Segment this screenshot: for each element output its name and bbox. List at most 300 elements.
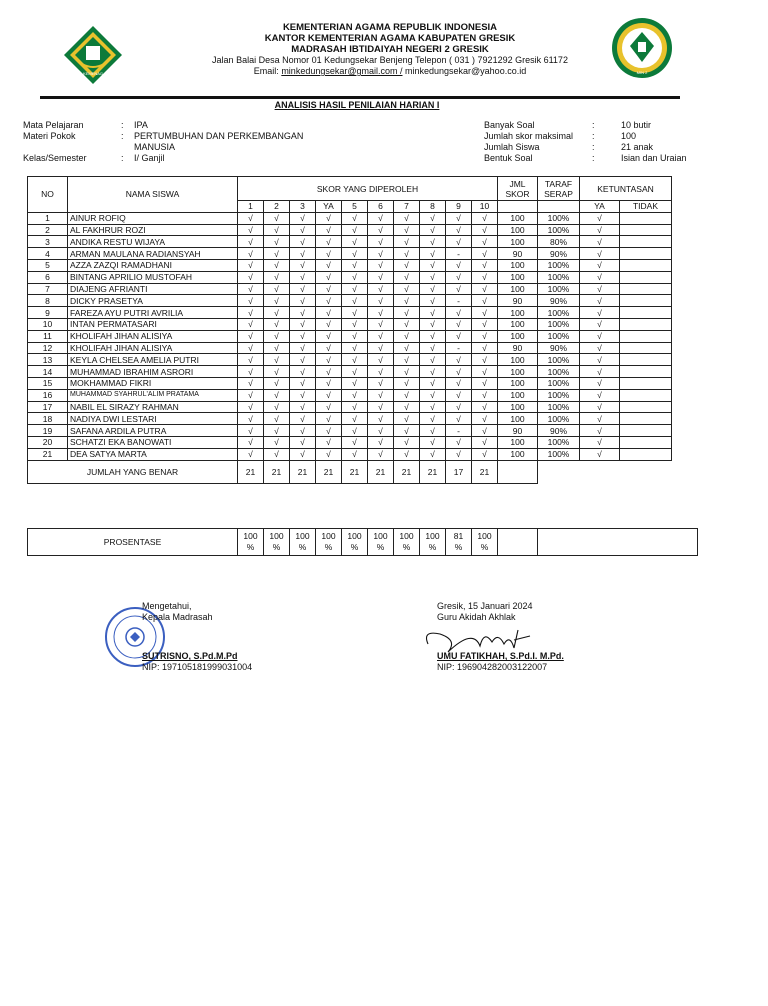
cell-taraf-serap: 100% (538, 283, 580, 295)
cell-score-q7: √ (394, 413, 420, 425)
cell-score-q5: √ (342, 307, 368, 319)
cell-score-q1: √ (238, 425, 264, 437)
cell-score-q1: √ (238, 212, 264, 224)
total-tail-blank (538, 460, 672, 483)
cell-student-name: DEA SATYA MARTA (68, 448, 238, 460)
cell-student-name: DICKY PRASETYA (68, 295, 238, 307)
cell-score-q5: √ (342, 354, 368, 366)
cell-score-q3: √ (290, 236, 316, 248)
cell-score-q1: √ (238, 448, 264, 460)
prosentase-q5: 100 % (342, 529, 368, 556)
table-row (28, 401, 672, 413)
meta-right-row (484, 120, 687, 131)
header-ketuntasan: KETUNTASAN (580, 177, 672, 201)
cell-tuntas-ya: √ (580, 283, 620, 295)
cell-tuntas-ya: √ (580, 259, 620, 271)
cell-student-name: ANDIKA RESTU WIJAYA (68, 236, 238, 248)
cell-student-name: KHOLIFAH JIHAN ALISIYA (68, 330, 238, 342)
header-q9: 9 (446, 201, 472, 213)
letterhead-divider (40, 96, 680, 99)
cell-score-q10: √ (472, 259, 498, 271)
cell-score-q5: √ (342, 295, 368, 307)
table-row (28, 224, 672, 236)
cell-student-name: DIAJENG AFRIANTI (68, 283, 238, 295)
cell-score-q3: √ (290, 224, 316, 236)
cell-no: 6 (28, 271, 68, 283)
meta-right-colon: : (592, 120, 595, 130)
cell-score-q2: √ (264, 354, 290, 366)
cell-tuntas-ya: √ (580, 271, 620, 283)
total-q8: 21 (420, 460, 446, 483)
cell-score-q1: √ (238, 295, 264, 307)
cell-tuntas-tidak (620, 212, 672, 224)
meta-right-label: Bentuk Soal (484, 153, 533, 163)
cell-score-q6: √ (368, 259, 394, 271)
cell-score-q7: √ (394, 259, 420, 271)
cell-score-q10: √ (472, 425, 498, 437)
cell-score-q6: √ (368, 425, 394, 437)
cell-taraf-serap: 90% (538, 295, 580, 307)
cell-score-q8: √ (420, 330, 446, 342)
cell-student-name: KHOLIFAH JIHAN ALISIYA (68, 342, 238, 354)
cell-score-q6: √ (368, 271, 394, 283)
cell-score-q6: √ (368, 389, 394, 401)
cell-no: 18 (28, 413, 68, 425)
cell-taraf-serap: 100% (538, 259, 580, 271)
header-taraf-blank (538, 201, 580, 213)
cell-no: 10 (28, 318, 68, 330)
cell-score-q7: √ (394, 401, 420, 413)
total-q2: 21 (264, 460, 290, 483)
ministry-name: KEMENTERIAN AGAMA REPUBLIK INDONESIA (282, 22, 498, 33)
total-q7: 21 (394, 460, 420, 483)
cell-tuntas-ya: √ (580, 425, 620, 437)
cell-taraf-serap: 100% (538, 366, 580, 378)
cell-score-q10: √ (472, 318, 498, 330)
table-row (28, 425, 672, 437)
cell-score-q10: √ (472, 389, 498, 401)
email-link-gmail[interactable]: minkedungsekar@gmail.com / (281, 66, 403, 76)
cell-score-q4: √ (316, 377, 342, 389)
cell-score-q7: √ (394, 425, 420, 437)
cell-jml-skor: 100 (498, 354, 538, 366)
cell-score-q2: √ (264, 425, 290, 437)
total-label: JUMLAH YANG BENAR (28, 460, 238, 483)
cell-score-q3: √ (290, 413, 316, 425)
cell-score-q5: √ (342, 224, 368, 236)
cell-tuntas-tidak (620, 271, 672, 283)
cell-score-q10: √ (472, 236, 498, 248)
cell-taraf-serap: 100% (538, 401, 580, 413)
cell-jml-skor: 100 (498, 283, 538, 295)
cell-student-name: KEYLA CHELSEA AMELIA PUTRI (68, 354, 238, 366)
header-q10: 10 (472, 201, 498, 213)
cell-jml-skor: 100 (498, 377, 538, 389)
cell-score-q7: √ (394, 248, 420, 260)
cell-tuntas-ya: √ (580, 413, 620, 425)
teacher-name: UMU FATIKHAH, S.Pd.I. M.Pd. (437, 651, 564, 661)
table-row (28, 354, 672, 366)
header-q1: 1 (238, 201, 264, 213)
cell-score-q1: √ (238, 342, 264, 354)
meta-left-label: Mata Pelajaran (23, 120, 84, 130)
cell-jml-skor: 100 (498, 259, 538, 271)
cell-score-q10: √ (472, 436, 498, 448)
cell-tuntas-ya: √ (580, 212, 620, 224)
cell-score-q9: √ (446, 236, 472, 248)
cell-score-q6: √ (368, 330, 394, 342)
meta-left-row (23, 131, 303, 142)
cell-tuntas-tidak (620, 425, 672, 437)
kemenag-logo-icon (62, 24, 124, 86)
cell-score-q8: √ (420, 342, 446, 354)
cell-score-q9: √ (446, 448, 472, 460)
cell-score-q1: √ (238, 283, 264, 295)
cell-score-q3: √ (290, 248, 316, 260)
cell-score-q6: √ (368, 413, 394, 425)
meta-left-row (23, 120, 303, 131)
prosentase-blank-2 (538, 529, 698, 556)
cell-jml-skor: 100 (498, 448, 538, 460)
prosentase-q6: 100 % (368, 529, 394, 556)
cell-no: 8 (28, 295, 68, 307)
svg-text:KEMENAG: KEMENAG (82, 71, 104, 76)
cell-jml-skor: 100 (498, 330, 538, 342)
cell-score-q9: √ (446, 389, 472, 401)
cell-score-q9: - (446, 295, 472, 307)
cell-jml-skor: 100 (498, 318, 538, 330)
cell-score-q4: √ (316, 295, 342, 307)
cell-score-q10: √ (472, 401, 498, 413)
cell-taraf-serap: 100% (538, 212, 580, 224)
meta-right-value: 21 anak (621, 142, 654, 152)
cell-no: 17 (28, 401, 68, 413)
cell-no: 15 (28, 377, 68, 389)
meta-left-row (23, 153, 303, 164)
cell-score-q2: √ (264, 413, 290, 425)
school-email: Email: minkedungsekar@gmail.com / minkedungsekar@yahoo.co.id (253, 66, 527, 76)
cell-score-q5: √ (342, 401, 368, 413)
prosentase-q2: 100 % (264, 529, 290, 556)
cell-score-q2: √ (264, 448, 290, 460)
cell-tuntas-tidak (620, 354, 672, 366)
cell-student-name: FAREZA AYU PUTRI AVRILIA (68, 307, 238, 319)
cell-no: 21 (28, 448, 68, 460)
prosentase-q10: 100 % (472, 529, 498, 556)
cell-score-q4: √ (316, 307, 342, 319)
meta-left-value: I/ Ganjil (134, 153, 165, 163)
cell-score-q2: √ (264, 436, 290, 448)
cell-tuntas-tidak (620, 377, 672, 389)
cell-tuntas-tidak (620, 236, 672, 248)
header-q4: YA (316, 201, 342, 213)
header-q2: 2 (264, 201, 290, 213)
cell-score-q2: √ (264, 248, 290, 260)
header-q8: 8 (420, 201, 446, 213)
table-row (28, 283, 672, 295)
cell-tuntas-tidak (620, 366, 672, 378)
meta-right (484, 120, 687, 164)
cell-tuntas-tidak (620, 389, 672, 401)
cell-student-name: AZZA ZAZQI RAMADHANI (68, 259, 238, 271)
cell-tuntas-tidak (620, 307, 672, 319)
cell-score-q8: √ (420, 271, 446, 283)
cell-jml-skor: 90 (498, 248, 538, 260)
prosentase-q3: 100 % (290, 529, 316, 556)
cell-tuntas-tidak (620, 224, 672, 236)
cell-tuntas-ya: √ (580, 354, 620, 366)
cell-student-name: AL FAKHRUR ROZI (68, 224, 238, 236)
total-q6: 21 (368, 460, 394, 483)
cell-score-q5: √ (342, 259, 368, 271)
cell-score-q3: √ (290, 401, 316, 413)
cell-tuntas-tidak (620, 318, 672, 330)
cell-jml-skor: 100 (498, 212, 538, 224)
cell-no: 9 (28, 307, 68, 319)
meta-right-colon: : (592, 153, 595, 163)
prosentase-blank-1 (498, 529, 538, 556)
header-no: NO (28, 177, 68, 213)
cell-score-q10: √ (472, 330, 498, 342)
cell-tuntas-tidak (620, 259, 672, 271)
table-row (28, 436, 672, 448)
cell-tuntas-ya: √ (580, 436, 620, 448)
cell-score-q1: √ (238, 224, 264, 236)
svg-text:MIN 2: MIN 2 (636, 70, 648, 75)
meta-right-value: Isian dan Uraian (621, 153, 687, 163)
cell-score-q1: √ (238, 236, 264, 248)
cell-student-name: MOKHAMMAD FIKRI (68, 377, 238, 389)
cell-score-q6: √ (368, 318, 394, 330)
cell-student-name: BINTANG APRILIO MUSTOFAH (68, 271, 238, 283)
cell-score-q1: √ (238, 436, 264, 448)
cell-tuntas-ya: √ (580, 318, 620, 330)
cell-score-q8: √ (420, 413, 446, 425)
cell-student-name: SCHATZI EKA BANOWATI (68, 436, 238, 448)
cell-tuntas-tidak (620, 448, 672, 460)
cell-score-q6: √ (368, 307, 394, 319)
cell-taraf-serap: 80% (538, 236, 580, 248)
cell-tuntas-tidak (620, 436, 672, 448)
meta-left-label: Kelas/Semester (23, 153, 87, 163)
prosentase-q8: 100 % (420, 529, 446, 556)
total-q1: 21 (238, 460, 264, 483)
cell-score-q5: √ (342, 413, 368, 425)
header-q5: 5 (342, 201, 368, 213)
meta-right-value: 100 (621, 131, 637, 141)
cell-score-q9: √ (446, 377, 472, 389)
cell-score-q4: √ (316, 248, 342, 260)
cell-tuntas-ya: √ (580, 295, 620, 307)
meta-left-colon: : (121, 120, 124, 130)
cell-tuntas-tidak (620, 295, 672, 307)
meta-left-colon (121, 142, 134, 153)
cell-score-q4: √ (316, 366, 342, 378)
cell-score-q2: √ (264, 377, 290, 389)
total-jml-blank (498, 460, 538, 483)
table-row (28, 389, 672, 401)
school-emblem-icon (610, 16, 674, 80)
cell-tuntas-ya: √ (580, 248, 620, 260)
meta-left-value: IPA (134, 120, 148, 130)
cell-score-q4: √ (316, 330, 342, 342)
cell-tuntas-ya: √ (580, 366, 620, 378)
cell-score-q2: √ (264, 330, 290, 342)
cell-score-q9: √ (446, 401, 472, 413)
cell-jml-skor: 100 (498, 271, 538, 283)
cell-score-q2: √ (264, 295, 290, 307)
cell-score-q10: √ (472, 366, 498, 378)
cell-score-q7: √ (394, 354, 420, 366)
principal-nip: NIP: 197105181999031004 (142, 662, 253, 672)
cell-score-q7: √ (394, 224, 420, 236)
table-row (28, 295, 672, 307)
cell-no: 11 (28, 330, 68, 342)
cell-score-q8: √ (420, 448, 446, 460)
cell-jml-skor: 100 (498, 236, 538, 248)
cell-score-q2: √ (264, 271, 290, 283)
cell-tuntas-tidak (620, 401, 672, 413)
cell-score-q2: √ (264, 236, 290, 248)
total-q3: 21 (290, 460, 316, 483)
cell-score-q2: √ (264, 389, 290, 401)
cell-score-q7: √ (394, 236, 420, 248)
prosentase-q7: 100 % (394, 529, 420, 556)
cell-no: 19 (28, 425, 68, 437)
cell-score-q8: √ (420, 259, 446, 271)
header-skor: SKOR YANG DIPEROLEH (238, 177, 498, 201)
cell-score-q2: √ (264, 259, 290, 271)
cell-score-q4: √ (316, 212, 342, 224)
cell-score-q8: √ (420, 377, 446, 389)
cell-score-q5: √ (342, 389, 368, 401)
cell-student-name: MUHAMMAD SYAHRUL'ALIM PRATAMA (68, 389, 238, 401)
analysis-table (27, 176, 672, 484)
meta-right-value: 10 butir (621, 120, 652, 130)
cell-score-q5: √ (342, 318, 368, 330)
cell-score-q10: √ (472, 342, 498, 354)
cell-no: 1 (28, 212, 68, 224)
cell-score-q5: √ (342, 425, 368, 437)
cell-score-q10: √ (472, 354, 498, 366)
cell-score-q3: √ (290, 354, 316, 366)
cell-score-q4: √ (316, 401, 342, 413)
header-jml-skor: JML SKOR (498, 177, 538, 201)
cell-score-q1: √ (238, 377, 264, 389)
cell-score-q6: √ (368, 377, 394, 389)
cell-score-q8: √ (420, 366, 446, 378)
teacher-nip: NIP: 196904282003122007 (437, 662, 548, 672)
cell-score-q7: √ (394, 295, 420, 307)
cell-score-q4: √ (316, 413, 342, 425)
cell-taraf-serap: 90% (538, 248, 580, 260)
table-row (28, 307, 672, 319)
cell-score-q10: √ (472, 283, 498, 295)
cell-score-q4: √ (316, 342, 342, 354)
cell-student-name: ARMAN MAULANA RADIANSYAH (68, 248, 238, 260)
cell-score-q9: √ (446, 271, 472, 283)
cell-jml-skor: 100 (498, 436, 538, 448)
cell-score-q3: √ (290, 389, 316, 401)
table-row (28, 448, 672, 460)
header-nama-siswa: NAMA SISWA (68, 177, 238, 213)
header-q3: 3 (290, 201, 316, 213)
cell-score-q2: √ (264, 318, 290, 330)
cell-taraf-serap: 100% (538, 377, 580, 389)
cell-score-q7: √ (394, 366, 420, 378)
cell-score-q7: √ (394, 389, 420, 401)
cell-score-q4: √ (316, 318, 342, 330)
cell-score-q9: - (446, 342, 472, 354)
cell-score-q1: √ (238, 354, 264, 366)
cell-taraf-serap: 100% (538, 413, 580, 425)
cell-score-q1: √ (238, 413, 264, 425)
cell-score-q7: √ (394, 318, 420, 330)
cell-score-q4: √ (316, 236, 342, 248)
cell-taraf-serap: 90% (538, 342, 580, 354)
cell-score-q4: √ (316, 448, 342, 460)
school-address: Jalan Balai Desa Nomor 01 Kedungsekar Benjeng Telepon ( 031 ) 7921292 Gresik 61172 (212, 55, 568, 65)
cell-score-q7: √ (394, 283, 420, 295)
cell-score-q6: √ (368, 354, 394, 366)
prosentase-label: PROSENTASE (28, 529, 238, 556)
cell-score-q6: √ (368, 212, 394, 224)
cell-no: 4 (28, 248, 68, 260)
meta-left-value: MANUSIA (134, 142, 176, 152)
cell-score-q6: √ (368, 248, 394, 260)
cell-no: 20 (28, 436, 68, 448)
cell-score-q8: √ (420, 212, 446, 224)
email-yahoo: minkedungsekar@yahoo.co.id (402, 66, 527, 76)
cell-score-q4: √ (316, 283, 342, 295)
cell-tuntas-tidak (620, 413, 672, 425)
total-q10: 21 (472, 460, 498, 483)
cell-taraf-serap: 100% (538, 330, 580, 342)
office-name: KANTOR KEMENTERIAN AGAMA KABUPATEN GRESIK (264, 33, 516, 44)
cell-score-q2: √ (264, 212, 290, 224)
table-row (28, 212, 672, 224)
meta-right-label: Banyak Soal (484, 120, 535, 130)
cell-score-q9: - (446, 248, 472, 260)
cell-score-q1: √ (238, 259, 264, 271)
cell-tuntas-ya: √ (580, 342, 620, 354)
cell-score-q6: √ (368, 448, 394, 460)
meta-left-label (23, 142, 121, 153)
cell-score-q2: √ (264, 342, 290, 354)
cell-score-q9: √ (446, 224, 472, 236)
cell-score-q8: √ (420, 354, 446, 366)
cell-score-q10: √ (472, 448, 498, 460)
prosentase-table (27, 528, 698, 556)
cell-score-q7: √ (394, 307, 420, 319)
meta-left-colon: : (121, 153, 124, 163)
cell-student-name: INTAN PERMATASARI (68, 318, 238, 330)
meta-right-row (484, 131, 687, 142)
cell-score-q8: √ (420, 389, 446, 401)
table-row (28, 377, 672, 389)
letterhead (0, 14, 768, 94)
cell-tuntas-tidak (620, 342, 672, 354)
cell-jml-skor: 90 (498, 342, 538, 354)
cell-tuntas-ya: √ (580, 377, 620, 389)
cell-score-q4: √ (316, 425, 342, 437)
cell-score-q5: √ (342, 283, 368, 295)
cell-score-q9: √ (446, 366, 472, 378)
prosentase-q4: 100 % (316, 529, 342, 556)
total-q5: 21 (342, 460, 368, 483)
cell-score-q1: √ (238, 401, 264, 413)
cell-jml-skor: 90 (498, 295, 538, 307)
